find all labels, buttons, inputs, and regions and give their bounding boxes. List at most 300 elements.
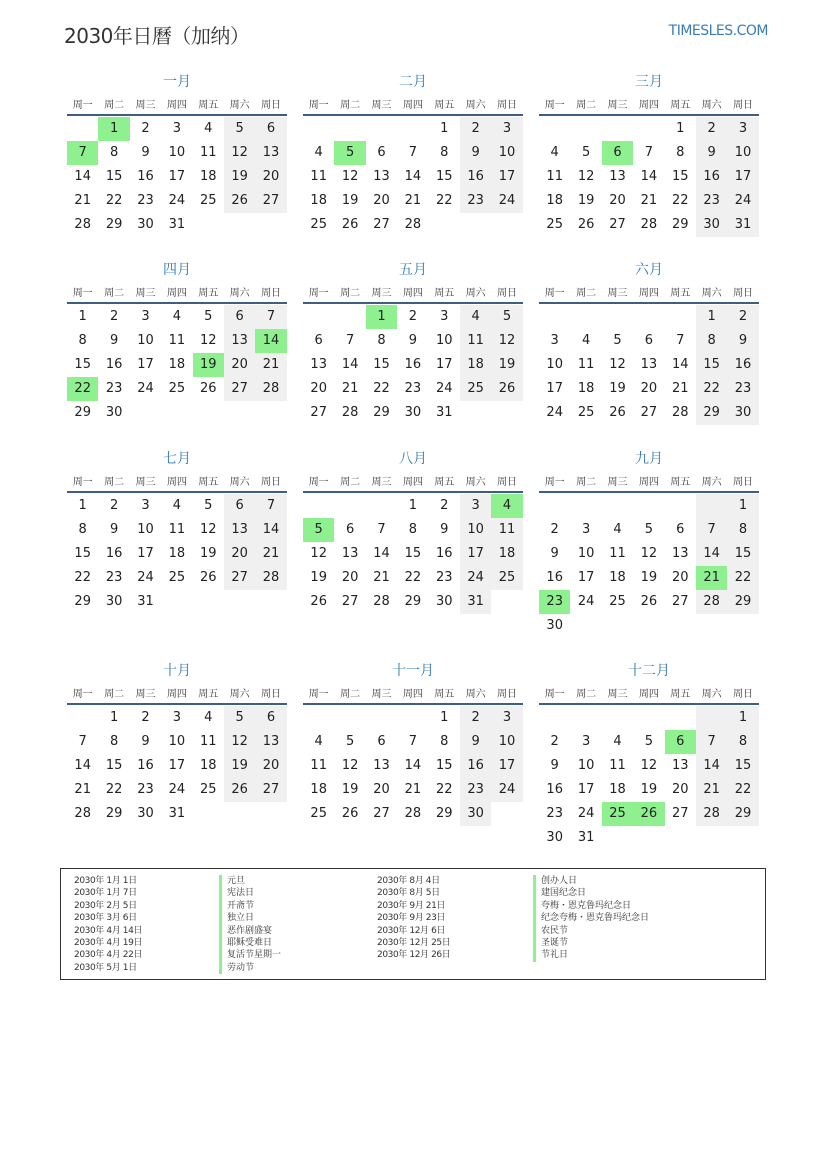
day-cell: 9: [109, 522, 119, 537]
day-cell: 12: [199, 333, 217, 348]
weekday-label: 周日: [733, 476, 754, 488]
month-calendar: [67, 449, 287, 614]
weekday-label: 周日: [261, 287, 282, 299]
day-cell: 18: [310, 782, 327, 797]
day-cell: 7: [377, 522, 386, 537]
day-cell: 14: [696, 754, 727, 778]
legend-date: 2030年 3月 6日: [74, 913, 137, 924]
day-grid: [539, 494, 759, 638]
day-cell: 30: [727, 401, 758, 425]
day-cell: 2: [109, 309, 119, 324]
holiday-day-cell: 6: [665, 730, 696, 754]
day-cell: 6: [377, 734, 386, 749]
day-cell: 18: [310, 193, 327, 208]
site-link[interactable]: TIMESLES.COM: [668, 23, 768, 39]
empty-cell: [633, 117, 664, 141]
day-cell: 18: [609, 782, 626, 797]
empty-cell: [67, 706, 98, 730]
weekday-label: 周一: [544, 99, 565, 111]
empty-cell: [602, 305, 633, 329]
empty-cell: [539, 706, 570, 730]
day-cell: 10: [491, 141, 522, 165]
day-cell: 26: [609, 405, 626, 420]
empty-cell: [570, 706, 601, 730]
weekday-label: 周五: [434, 476, 455, 488]
day-cell: 16: [460, 754, 491, 778]
weekday-label: 周一: [72, 476, 93, 488]
day-cell: 3: [440, 309, 449, 324]
day-cell: 25: [199, 193, 217, 208]
legend-holiday-name: 建国纪念日: [533, 887, 649, 899]
day-cell: 27: [671, 806, 689, 821]
month-title: 七月: [163, 451, 191, 467]
holiday-day-cell: 19: [193, 353, 224, 377]
weekday-label: 周一: [544, 688, 565, 700]
day-cell: 6: [676, 522, 685, 537]
legend-holiday-name: 圣诞节: [533, 937, 649, 949]
day-cell: 2: [109, 498, 119, 513]
empty-cell: [539, 494, 570, 518]
day-cell: 13: [341, 546, 359, 561]
day-cell: 3: [491, 706, 522, 730]
weekday-header: [303, 280, 523, 304]
day-cell: 1: [440, 121, 449, 136]
month-calendar: [67, 260, 287, 425]
day-cell: 16: [105, 546, 123, 561]
weekday-header: [67, 92, 287, 116]
weekday-label: 周六: [465, 688, 486, 700]
day-cell: 14: [696, 542, 727, 566]
weekday-label: 周日: [497, 99, 518, 111]
day-cell: 12: [640, 758, 658, 773]
day-cell: 17: [137, 546, 154, 561]
day-cell: 17: [577, 782, 595, 797]
day-cell: 22: [404, 570, 422, 585]
day-cell: 5: [204, 498, 213, 513]
day-cell: 22: [671, 193, 689, 208]
day-cell: 18: [546, 193, 563, 208]
day-cell: 28: [640, 217, 658, 232]
day-grid: [539, 117, 759, 237]
month-calendar: [303, 260, 523, 425]
day-cell: 18: [460, 353, 491, 377]
weekday-label: 周日: [733, 688, 754, 700]
day-cell: 21: [255, 542, 286, 566]
day-cell: 11: [168, 333, 186, 348]
holiday-day-cell: 5: [334, 141, 365, 165]
day-cell: 17: [491, 165, 522, 189]
day-cell: 2: [141, 710, 150, 725]
weekday-label: 周五: [434, 99, 455, 111]
empty-cell: [366, 494, 397, 518]
holiday-day-cell: 5: [303, 518, 334, 542]
day-cell: 23: [404, 381, 422, 396]
day-cell: 14: [74, 169, 91, 184]
day-cell: 2: [408, 309, 417, 324]
day-cell: 17: [168, 758, 186, 773]
day-cell: 3: [550, 333, 559, 348]
legend-date: 2030年 1月 1日: [74, 876, 137, 886]
day-cell: 25: [460, 377, 491, 401]
weekday-label: 周二: [576, 476, 597, 488]
day-cell: 21: [404, 193, 422, 208]
day-cell: 26: [341, 806, 359, 821]
day-cell: 8: [109, 145, 119, 160]
weekday-header: [539, 469, 759, 493]
weekday-label: 周三: [607, 99, 628, 111]
day-cell: 14: [404, 758, 422, 773]
weekday-label: 周三: [135, 476, 156, 488]
day-cell: 12: [199, 522, 217, 537]
empty-cell: [334, 305, 365, 329]
weekday-label: 周五: [670, 287, 691, 299]
day-cell: 9: [141, 734, 150, 749]
empty-cell: [633, 305, 664, 329]
day-cell: 26: [224, 189, 255, 213]
day-cell: 29: [105, 217, 123, 232]
day-cell: 21: [341, 381, 359, 396]
day-grid: [67, 494, 287, 614]
weekday-header: [67, 469, 287, 493]
day-cell: 18: [491, 542, 522, 566]
day-grid: [303, 494, 523, 614]
day-cell: 17: [727, 165, 758, 189]
day-cell: 11: [199, 145, 217, 160]
holiday-day-cell: 14: [255, 329, 286, 353]
day-cell: 28: [74, 217, 91, 232]
empty-cell: [334, 706, 365, 730]
day-cell: 28: [373, 594, 390, 609]
legend-holiday-name: 独立日: [219, 912, 281, 924]
holiday-day-cell: 4: [491, 494, 522, 518]
day-cell: 21: [373, 570, 390, 585]
day-cell: 2: [440, 498, 449, 513]
day-cell: 27: [373, 217, 390, 232]
month-calendar: [303, 72, 523, 237]
day-cell: 23: [696, 189, 727, 213]
legend-holiday-name: 农民节: [533, 925, 649, 937]
empty-cell: [665, 305, 696, 329]
day-cell: 9: [408, 333, 417, 348]
weekday-label: 周三: [371, 476, 392, 488]
day-cell: 22: [435, 193, 453, 208]
day-cell: 7: [345, 333, 355, 348]
day-cell: 28: [404, 806, 422, 821]
day-cell: 31: [168, 806, 186, 821]
day-cell: 13: [671, 546, 689, 561]
day-cell: 24: [491, 189, 522, 213]
empty-cell: [602, 117, 633, 141]
day-cell: 2: [550, 734, 559, 749]
day-cell: 19: [491, 353, 522, 377]
day-cell: 31: [460, 590, 491, 614]
day-cell: 14: [404, 169, 422, 184]
day-cell: 13: [255, 141, 286, 165]
day-cell: 11: [199, 734, 217, 749]
day-cell: 19: [577, 193, 595, 208]
day-cell: 10: [168, 145, 186, 160]
day-cell: 4: [172, 498, 181, 513]
weekday-label: 周三: [371, 287, 392, 299]
day-cell: 6: [255, 117, 286, 141]
day-cell: 14: [74, 758, 91, 773]
day-cell: 16: [546, 570, 563, 585]
legend-date: 2030年 8月 4日: [377, 876, 440, 886]
day-cell: 3: [491, 117, 522, 141]
day-cell: 29: [404, 594, 422, 609]
weekday-label: 周五: [198, 688, 219, 700]
day-cell: 3: [460, 494, 491, 518]
weekday-label: 周一: [308, 99, 329, 111]
day-cell: 18: [199, 758, 217, 773]
day-cell: 28: [255, 377, 286, 401]
day-cell: 6: [255, 706, 286, 730]
day-cell: 16: [546, 782, 563, 797]
day-cell: 26: [577, 217, 595, 232]
day-grid: [303, 117, 523, 237]
empty-cell: [303, 305, 334, 329]
day-cell: 4: [613, 734, 622, 749]
day-cell: 15: [105, 758, 123, 773]
day-cell: 24: [546, 405, 563, 420]
day-cell: 2: [727, 305, 758, 329]
legend-holiday-name: 元旦: [219, 875, 281, 887]
day-cell: 10: [460, 518, 491, 542]
day-cell: 23: [105, 570, 123, 585]
day-cell: 28: [341, 405, 359, 420]
day-cell: 16: [137, 169, 154, 184]
day-cell: 2: [460, 706, 491, 730]
day-cell: 25: [168, 381, 186, 396]
weekday-label: 周日: [261, 476, 282, 488]
day-cell: 30: [404, 405, 422, 420]
day-cell: 13: [671, 758, 689, 773]
legend-date: 2030年 12月 6日: [377, 925, 446, 936]
month-title: 九月: [635, 451, 663, 467]
day-cell: 18: [577, 381, 595, 396]
day-cell: 1: [676, 121, 685, 136]
day-cell: 22: [435, 782, 453, 797]
day-cell: 19: [224, 165, 255, 189]
weekday-label: 周三: [135, 287, 156, 299]
day-cell: 10: [168, 734, 186, 749]
day-cell: 30: [435, 594, 453, 609]
weekday-label: 周三: [371, 99, 392, 111]
weekday-label: 周三: [135, 688, 156, 700]
day-cell: 13: [224, 329, 255, 353]
day-cell: 2: [460, 117, 491, 141]
day-cell: 24: [460, 566, 491, 590]
day-cell: 21: [74, 782, 91, 797]
empty-cell: [539, 117, 570, 141]
weekday-label: 周二: [340, 476, 361, 488]
day-cell: 4: [204, 710, 213, 725]
day-cell: 15: [696, 353, 727, 377]
day-cell: 16: [435, 546, 453, 561]
day-cell: 29: [671, 217, 689, 232]
month-title: 十二月: [628, 663, 670, 679]
month-title: 二月: [399, 74, 427, 90]
weekday-label: 周二: [576, 287, 597, 299]
weekday-label: 周一: [308, 287, 329, 299]
legend-holiday-name: 耶稣受难日: [219, 937, 281, 949]
day-cell: 23: [546, 806, 563, 821]
weekday-header: [303, 681, 523, 705]
weekday-label: 周六: [701, 476, 722, 488]
weekday-label: 周一: [72, 99, 93, 111]
weekday-label: 周四: [638, 476, 659, 488]
day-cell: 3: [727, 117, 758, 141]
weekday-label: 周三: [607, 287, 628, 299]
day-cell: 30: [137, 806, 154, 821]
day-cell: 7: [696, 518, 727, 542]
day-cell: 2: [550, 522, 559, 537]
day-cell: 1: [78, 498, 87, 513]
month-calendar: [67, 661, 287, 826]
weekday-label: 周三: [607, 476, 628, 488]
day-cell: 11: [460, 329, 491, 353]
weekday-header: [303, 469, 523, 493]
month-calendar: [303, 449, 523, 614]
day-cell: 26: [341, 217, 359, 232]
empty-cell: [303, 706, 334, 730]
weekday-label: 周五: [198, 287, 219, 299]
day-cell: 8: [408, 522, 417, 537]
day-cell: 21: [255, 353, 286, 377]
day-cell: 5: [644, 734, 653, 749]
day-cell: 13: [373, 758, 390, 773]
day-cell: 9: [550, 758, 559, 773]
day-cell: 17: [137, 357, 154, 372]
legend-date: 2030年 4月 22日: [74, 950, 143, 961]
day-cell: 27: [310, 405, 327, 420]
day-cell: 19: [640, 782, 658, 797]
weekday-label: 周四: [638, 99, 659, 111]
legend-holiday-name: 创办人日: [533, 875, 649, 887]
day-cell: 8: [440, 734, 449, 749]
day-cell: 7: [676, 333, 685, 348]
day-cell: 7: [78, 734, 87, 749]
weekday-label: 周五: [670, 476, 691, 488]
day-cell: 15: [727, 542, 758, 566]
day-cell: 23: [137, 782, 154, 797]
weekday-label: 周四: [638, 287, 659, 299]
weekday-label: 周五: [434, 287, 455, 299]
day-cell: 23: [137, 193, 154, 208]
empty-cell: [696, 706, 727, 730]
day-cell: 24: [168, 782, 186, 797]
day-cell: 11: [577, 357, 595, 372]
day-cell: 6: [377, 145, 386, 160]
day-cell: 23: [460, 189, 491, 213]
day-cell: 1: [727, 706, 758, 730]
day-cell: 8: [676, 145, 685, 160]
empty-cell: [696, 494, 727, 518]
empty-cell: [633, 494, 664, 518]
day-cell: 19: [199, 546, 217, 561]
day-grid: [303, 305, 523, 425]
day-cell: 24: [137, 570, 154, 585]
day-cell: 31: [137, 594, 154, 609]
day-cell: 11: [491, 518, 522, 542]
day-cell: 28: [696, 590, 727, 614]
day-cell: 8: [109, 734, 119, 749]
day-cell: 30: [105, 405, 123, 420]
day-cell: 20: [671, 570, 689, 585]
day-cell: 11: [546, 169, 563, 184]
legend-date: 2030年 8月 5日: [377, 888, 440, 899]
day-cell: 3: [141, 309, 150, 324]
day-cell: 14: [341, 357, 359, 372]
weekday-label: 周日: [497, 287, 518, 299]
day-cell: 8: [727, 518, 758, 542]
weekday-label: 周日: [261, 688, 282, 700]
day-cell: 12: [609, 357, 626, 372]
day-cell: 19: [609, 381, 626, 396]
day-cell: 8: [727, 730, 758, 754]
day-cell: 5: [224, 706, 255, 730]
empty-cell: [665, 706, 696, 730]
day-cell: 5: [224, 117, 255, 141]
day-cell: 18: [609, 570, 626, 585]
day-cell: 10: [137, 522, 154, 537]
legend-dates-right: [377, 875, 450, 962]
day-cell: 21: [74, 193, 91, 208]
day-cell: 30: [546, 618, 563, 633]
day-cell: 9: [440, 522, 449, 537]
weekday-label: 周六: [465, 476, 486, 488]
day-cell: 27: [609, 217, 626, 232]
day-cell: 16: [404, 357, 422, 372]
day-cell: 14: [640, 169, 658, 184]
day-cell: 27: [640, 405, 658, 420]
day-cell: 30: [546, 830, 563, 845]
day-cell: 2: [696, 117, 727, 141]
weekday-label: 周五: [198, 99, 219, 111]
empty-cell: [334, 494, 365, 518]
day-cell: 23: [105, 381, 123, 396]
day-cell: 12: [341, 169, 359, 184]
day-cell: 22: [105, 193, 123, 208]
day-cell: 7: [255, 494, 286, 518]
weekday-label: 周日: [261, 99, 282, 111]
day-cell: 16: [696, 165, 727, 189]
holiday-day-cell: 21: [696, 566, 727, 590]
weekday-label: 周一: [308, 476, 329, 488]
empty-cell: [665, 494, 696, 518]
weekday-label: 周四: [166, 287, 187, 299]
day-cell: 25: [491, 566, 522, 590]
day-cell: 9: [696, 141, 727, 165]
day-cell: 11: [168, 522, 186, 537]
day-cell: 12: [224, 730, 255, 754]
day-cell: 15: [727, 754, 758, 778]
day-cell: 25: [168, 570, 186, 585]
day-cell: 14: [671, 357, 689, 372]
day-cell: 16: [105, 357, 123, 372]
day-cell: 30: [105, 594, 123, 609]
legend-date: 2030年 5月 1日: [74, 962, 137, 973]
holiday-day-cell: 25: [602, 802, 633, 826]
day-cell: 6: [345, 522, 355, 537]
weekday-label: 周二: [104, 287, 125, 299]
weekday-label: 周日: [733, 99, 754, 111]
day-cell: 20: [255, 754, 286, 778]
legend-date: 2030年 12月 25日: [377, 937, 451, 948]
day-cell: 1: [696, 305, 727, 329]
weekday-label: 周日: [733, 287, 754, 299]
legend-names-right: [533, 875, 649, 962]
